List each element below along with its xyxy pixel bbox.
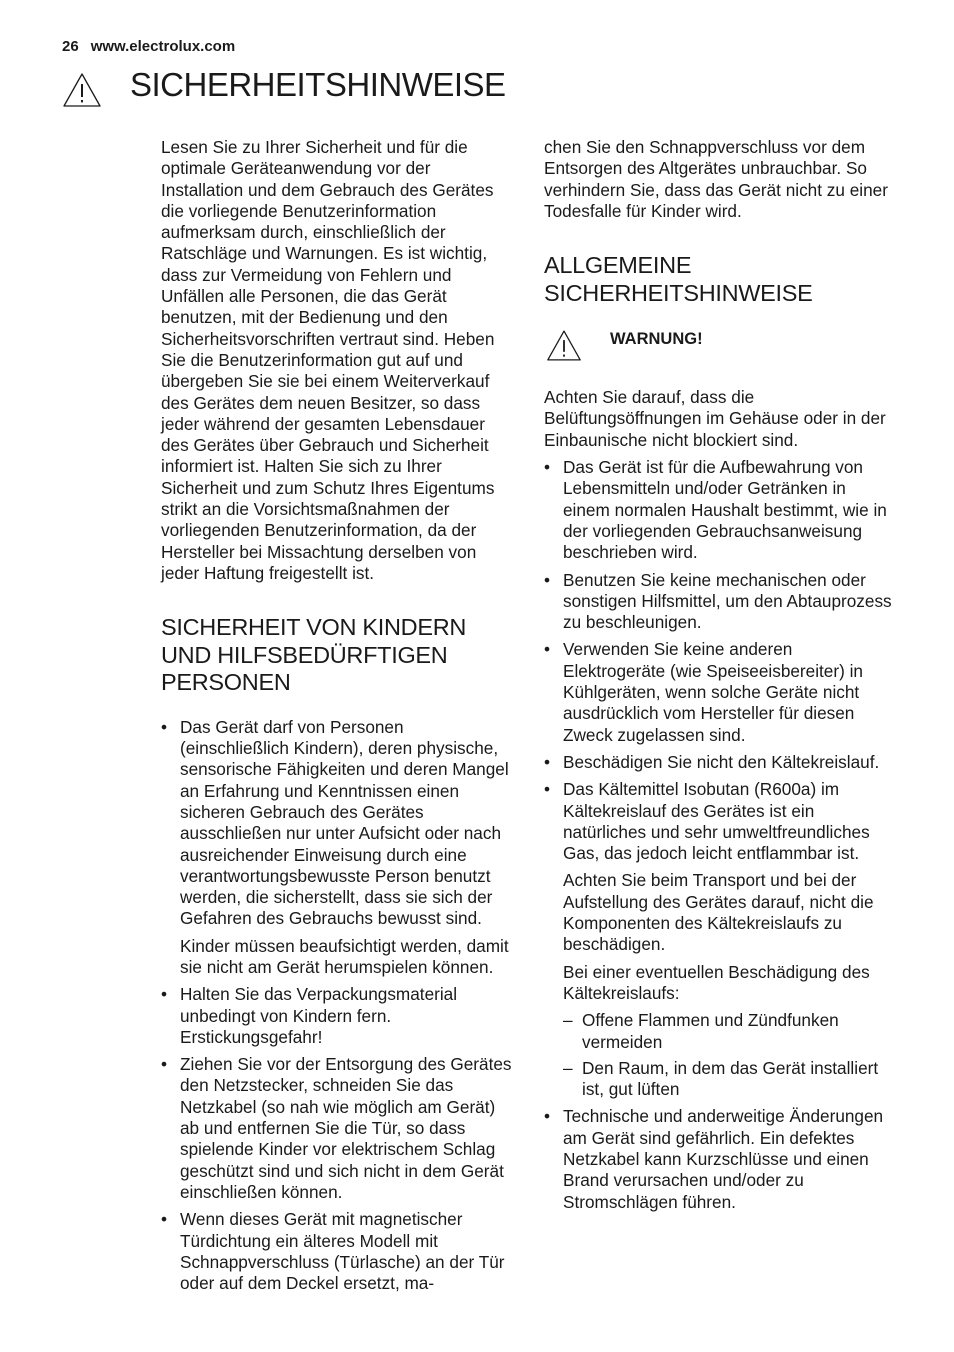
- warning-notice: [544, 327, 896, 363]
- list-item: • Beschädigen Sie nicht den Kältekreislauf.: [544, 752, 896, 773]
- list-item-subparagraph: Kinder müssen beaufsichtigt werden, damit sie nicht am Gerät herumspielen können.: [180, 935, 509, 977]
- list-item-subparagraph: Achten Sie beim Transport und bei der Aufstellung des Gerätes darauf, nicht die Komponenten des Kältekreislaufs zu beschädigen.: [563, 870, 874, 955]
- list-item: • Ziehen Sie vor der Entsorgung des Gerätes den Netzstecker, schneiden Sie das Netzkabel (so nah wie möglich am Gerät) ab und entfernen Sie die Tür, so dass spielende Kinder vor elektrischem Schlag geschützt sind und sich nicht in dem Gerät einschließen können.: [161, 1054, 517, 1203]
- continuation-paragraph: chen Sie den Schnappverschluss vor dem Entsorgen des Altgerätes unbrauchbar. So verhindern Sie, dass das Gerät nicht zu einer Todesfalle für Kinder wird.: [544, 137, 888, 221]
- list-item: [161, 717, 517, 979]
- children-safety-list: [161, 717, 517, 1295]
- list-item-subparagraph: Bei einer eventuellen Beschädigung des Kältekreislaufs:: [563, 961, 870, 1003]
- list-item: • Benutzen Sie keine mechanischen oder sonstigen Hilfsmittel, um den Abtauprozess zu beschleunigen.: [544, 570, 896, 634]
- right-column: [544, 137, 896, 1219]
- page-header: [62, 38, 235, 55]
- left-column: [161, 137, 517, 1300]
- general-safety-list: [544, 457, 896, 1213]
- warning-label: WARNUNG!: [610, 330, 703, 349]
- list-item: [544, 779, 896, 1100]
- list-item: • Halten Sie das Verpackungsmaterial unbedingt von Kindern fern. Erstickungsgefahr!: [161, 984, 517, 1048]
- ventilation-paragraph: Achten Sie darauf, dass die Belüftungsöffnungen im Gehäuse oder in der Einbaunische nicht blockiert sind.: [544, 387, 886, 450]
- intro-paragraph: Lesen Sie zu Ihrer Sicherheit und für die optimale Geräteanwendung vor der Installation und dem Gebrauch des Gerätes die vorliegende Benutzerinformation aufmerksam durch, einschließlich der Ratschläge und Warnungen. Es ist wichtig, dass zur Vermeidung von Fehlern und Unfällen alle Personen, die das Gerät benutzen, mit der Bedienung und den Sicherheitsvorschriften vertraut sind. Heben Sie die Benutzerinformation gut auf und übergeben Sie sie bei einem Weiterverkauf des Gerätes dem neuen Besitzer, so dass jeder während der gesamten Lebensdauer des Gerätes über Gebrauch und Sicherheit informiert ist. Halten Sie sich zu Ihrer Sicherheit und zum Schutz Ihres Eigentums strikt an die Vorsichtsmaßnahmen der vorliegenden Benutzerinformation, da der Hersteller bei Missachtung derselben von jeder Haftung freigestellt ist.: [161, 137, 495, 583]
- warning-triangle-icon: [546, 329, 582, 367]
- list-item-text: Das Kältemittel Isobutan (R600a) im Kältekreislauf des Gerätes ist ein natürliches und sehr umweltfreundliches Gas, das jedoch leicht entflammbar ist.: [563, 779, 870, 864]
- page-title: SICHERHEITSHINWEISE: [130, 66, 506, 103]
- list-item: • Das Gerät ist für die Aufbewahrung von Lebensmitteln und/oder Getränken in einem normalen Haushalt bestimmt, wie in der vorliegenden Gebrauchsanweisung beschrieben wird.: [544, 457, 896, 563]
- website-url: www.electrolux.com: [90, 38, 236, 55]
- list-item: • Verwenden Sie keine anderen Elektrogeräte (wie Speiseeisbereiter) in Kühlgeräten, wenn solche Geräte nicht ausdrücklich vom Hersteller für diesen Zweck zugelassen sind.: [544, 639, 896, 745]
- warning-triangle-icon: [62, 72, 102, 113]
- list-item: • Technische und anderweitige Änderungen am Gerät sind gefährlich. Ein defektes Netzkabel kann Kurzschlüsse und einen Brand verursachen und/oder zu Stromschlägen führen.: [544, 1106, 896, 1212]
- page-number: 26: [62, 38, 79, 55]
- section-heading-general-safety: ALLGEMEINE SICHERHEITSHINWEISE: [544, 252, 813, 306]
- list-item-text: Das Gerät darf von Personen (einschließlich Kindern), deren physische, sensorische Fähigkeiten und deren Mangel an Erfahrung und Kenntnissen einen sicheren Gebrauch des Gerätes ausschließen nur unter Aufsicht oder nach ausreichender Einweisung durch eine verantwortungsbewusste Person benutzt werden, die sicherstellt, dass sie sich der Gefahren des Gebrauchs bewusst sind.: [180, 716, 509, 929]
- section-heading-children-safety: SICHERHEIT VON KINDERN UND HILFSBEDÜRFTIGEN PERSONEN: [161, 614, 467, 696]
- list-item: • Wenn dieses Gerät mit magnetischer Türdichtung ein älteres Modell mit Schnappverschluss (Türlasche) an der Tür oder auf dem Deckel ersetzt, ma-: [161, 1209, 517, 1294]
- dash-item: – Den Raum, in dem das Gerät installiert ist, gut lüften: [563, 1058, 896, 1101]
- dash-item: – Offene Flammen und Zündfunken vermeiden: [563, 1010, 896, 1053]
- refrigerant-damage-steps: [563, 1010, 896, 1100]
